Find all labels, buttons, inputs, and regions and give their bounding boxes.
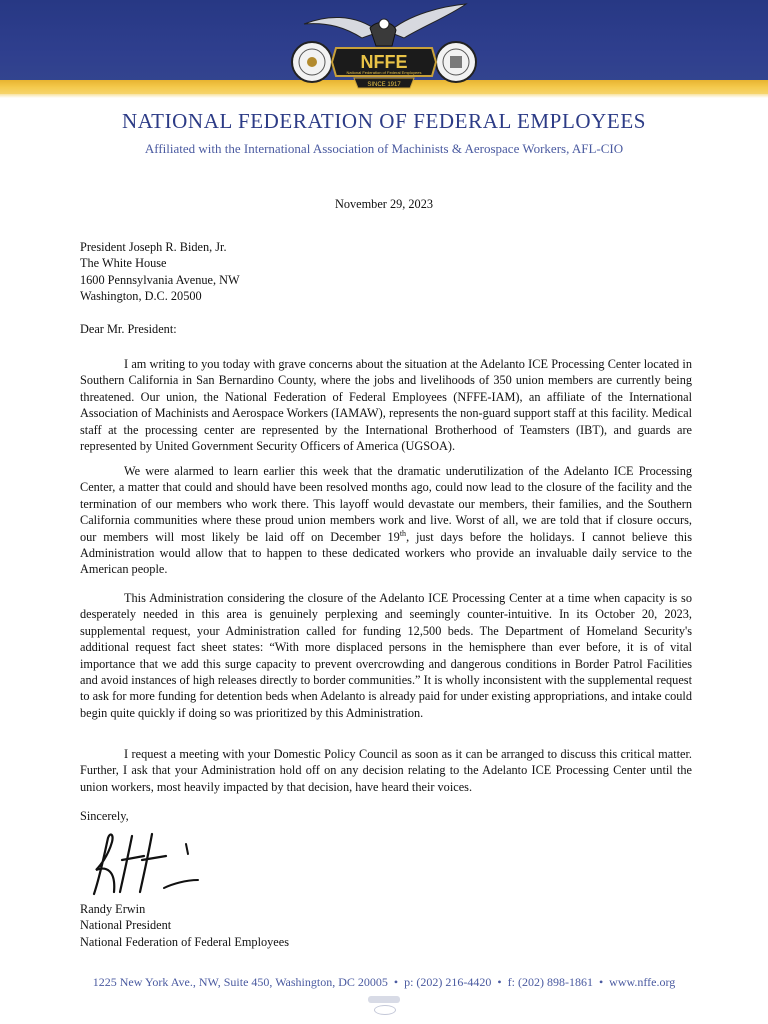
footer-address: 1225 New York Ave., NW, Suite 450, Washington, DC 20005 [92,975,388,989]
letter-date: November 29, 2023 [334,197,433,211]
footer-fax: f: (202) 898-1861 [507,975,593,989]
eagle-right-wing-icon [389,4,466,38]
closing: Sincerely, [80,809,129,823]
paragraph-1: I am writing to you today with grave concerns about the situation at the Adelanto ICE Processing Center located in Southern California in San Bernardino County, where the jobs and livelihoods of 350 union members are currently being threatened. Our union, the National Federation of Federal Employees (NFFE-IAM), an affiliate of the International Association of Machinists and Aerospace Workers (IAMAW), represents the non-guard support staff at this facility. Medical staff at the processing center are represented by the International Brotherhood of Teamsters (IBT), and guards are represented by United Government Security Officers of America (UGSOA). [80,357,692,454]
nffe-logo [284,2,484,90]
logo-text: NFFE [360,52,408,72]
letterhead-gold-fade [0,94,768,98]
salutation: Dear Mr. President: [80,322,177,336]
eagle-left-wing-icon [304,17,379,38]
organization-name: NATIONAL FEDERATION OF FEDERAL EMPLOYEES [121,109,647,133]
paragraph-2 [80,463,692,578]
recipient-line: President Joseph R. Biden, Jr. [80,240,227,254]
footer-bullet: • [598,975,604,989]
recipient-line: The White House [80,256,167,271]
recipient-line: Washington, D.C. 20500 [80,289,202,304]
footer-website[interactable]: www.nffe.org [609,975,676,989]
union-label-icon [368,996,400,1003]
signer-organization: National Federation of Federal Employees [80,934,289,949]
paragraph-4: I request a meeting with your Domestic Policy Council as soon as it can be arranged to discuss this critical matter. Further, I ask that your Administration hold off on any decision relating to the Adelanto ICE Processing Center until the union workers, most heavily impacted by that decision, have heard their voices. [80,747,692,794]
recipient-address [80,239,240,305]
footer-bullet: • [393,975,399,989]
letterhead-footer [0,975,768,990]
logo-subtext: National Federation of Federal Employees [346,70,422,75]
signer-title: National President [80,918,172,933]
paragraph-3: This Administration considering the closure of the Adelanto ICE Processing Center at a time when capacity is so desperately needed in this area is genuinely perplexing and seemingly counter-intuitive. In its October 20, 2023, supplemental request, your Administration called for funding 12,500 beds. The Department of Homeland Security's additional request fact sheet states: “With more displaced persons in the hemisphere than ever before, it is of vital importance that we add this surge capacity to prevent overcrowding and dangerous conditions in Border Patrol Facilities and avoid instances of high releases directly to border communities.” It is wholly inconsistent with the supplemental request to ask for more funding for detention beds when Adelanto is already paid for under existing appropriations, and intake could begin quite quickly if doing so was prioritized by this Administration. [80,591,692,720]
paragraph-2-part-b: , just days before the holidays. I cannot believe this Administration would allow that to happen to these dedicated workers who provide an invaluable daily service to the American people. [80,529,692,577]
paragraph-2-part-a: We were alarmed to learn earlier this week that the dramatic underutilization of the Adelanto ICE Processing Center, a matter that could and should have been resolved months ago, could now lead to the closure of the facility and the termination of our members who work there. This layoff would devastate our members, their families, and the Southern California communities where these proud union members work and live. Worst of all, we are told that if closure occurs, our members will most likely be laid off on December 19 [80,464,692,544]
signer-name: Randy Erwin [80,902,146,916]
signature [86,826,206,898]
footer-bullet: • [497,975,502,989]
ordinal-suffix: th [399,528,407,538]
signature-block [80,901,289,950]
footer-phone: p: (202) 216-4420 [404,975,492,989]
organization-affiliation: Affiliated with the International Association of Machinists & Aerospace Workers, AFL-CIO [144,141,624,156]
logo-since: SINCE 1917 [367,82,401,88]
recipient-line: 1600 Pennsylvania Avenue, NW [80,272,240,287]
union-bug-icon [374,1005,396,1015]
